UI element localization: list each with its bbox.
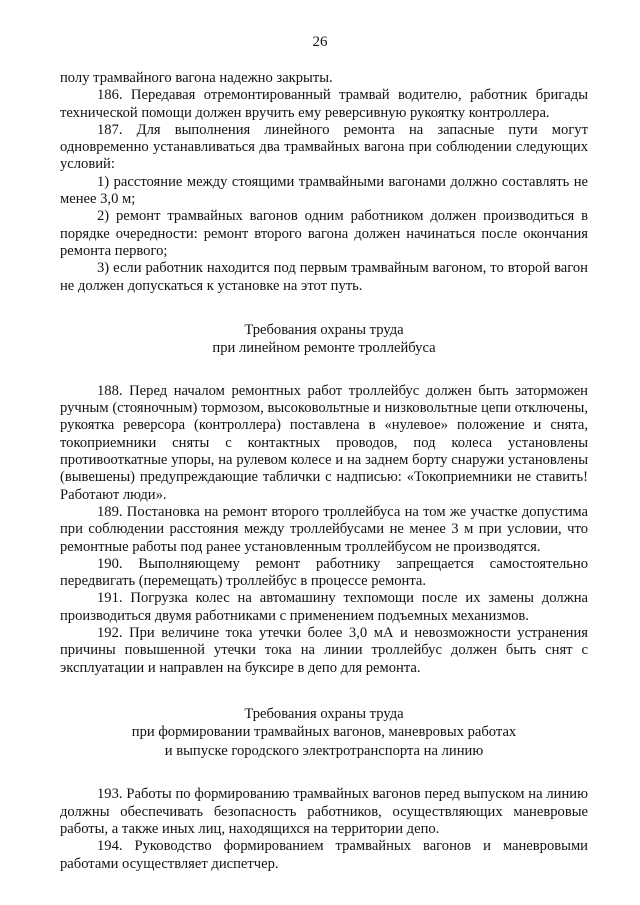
- heading-line: при формировании трамвайных вагонов, маневровых работах: [131, 724, 517, 741]
- heading-line: Требования охраны труда: [244, 321, 404, 338]
- paragraph-187: 187. Для выполнения линейного ремонта на запасные пути могут одновременно устанавливаться два трамвайных вагона при соблюдении следующих условий:: [60, 121, 588, 173]
- continuation-paragraph: полу трамвайного вагона надежно закрыты.: [60, 70, 333, 86]
- heading-line: при линейном ремонте троллейбуса: [212, 340, 436, 357]
- paragraph-191: 191. Погрузка колес на автомашину техпомощи после их замены должна производиться двумя работниками с применением подъемных механизмов.: [60, 590, 588, 624]
- paragraph-193: 193. Работы по формированию трамвайных вагонов перед выпуском на линию должны обеспечивать безопасность работников, осуществляющих маневровые работы, а также иных лиц, находящихся на территории депо.: [60, 786, 588, 837]
- heading-line: Требования охраны труда: [244, 705, 404, 722]
- paragraph-187-item-3: 3) если работник находится под первым трамвайным вагоном, то второй вагон не должен допускаться к установке на этот путь.: [60, 260, 588, 294]
- paragraph-187-item-2: 2) ремонт трамвайных вагонов одним работником должен производиться в порядке очередности: ремонт второго вагона должен начинаться после окончания ремонта первого;: [60, 208, 588, 259]
- paragraph-190: 190. Выполняющему ремонт работнику запрещается самостоятельно передвигать (перемещать) троллейбус в процессе ремонта.: [60, 555, 588, 590]
- paragraph-194: 194. Руководство формированием трамвайных вагонов и маневровыми работами осуществляет диспетчер.: [60, 838, 588, 872]
- page-number: 26: [312, 34, 328, 50]
- document-body: [60, 70, 588, 873]
- section-heading-trolleybus: [60, 321, 588, 358]
- heading-line: и выпуске городского электротранспорта на линию: [164, 742, 484, 759]
- paragraph-189: 189. Постановка на ремонт второго троллейбуса на том же участке допустима при соблюдении расстояния между троллейбусами не менее 3 м при условии, что ремонтные работы под ранее установленным троллейбусом не производятся.: [60, 503, 588, 555]
- paragraph-187-item-1: 1) расстояние между стоящими трамвайными вагонами должно составлять не менее 3,0 м;: [60, 173, 588, 208]
- paragraph-186: 186. Передавая отремонтированный трамвай водителю, работник бригады технической помощи должен вручить ему реверсивную рукоятку контроллера.: [60, 87, 588, 121]
- paragraph-188: 188. Перед началом ремонтных работ троллейбус должен быть заторможен ручным (стояночным) тормозом, высоковольтные и низковольтные цепи отключены, рукоятка реверсора (контроллера) поставлена в «нулевое» положение и снята, токоприемники сняты с контактных проводов, под колеса установлены противооткатные упоры, на рулевом колесе и на заднем борту снаружи установлены (вывешены) предупреждающие таблички с надписью: «Токоприемники не ставить! Работают люди».: [60, 382, 588, 503]
- section-heading-tram-formation: [60, 705, 588, 761]
- paragraph-192: 192. При величине тока утечки более 3,0 мА и невозможности устранения причины повышенной утечки тока на линии троллейбус должен быть снят с эксплуатации и направлен на буксире в депо для ремонта.: [60, 625, 588, 676]
